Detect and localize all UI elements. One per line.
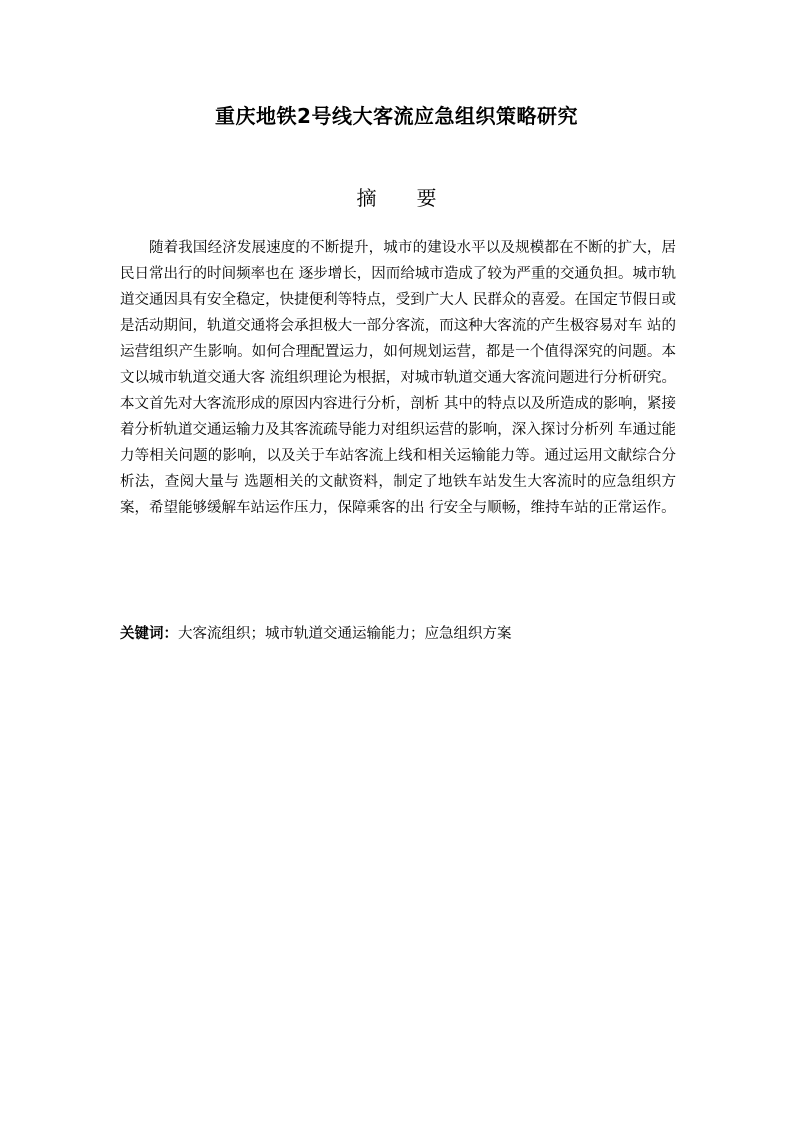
keywords-value: 大客流组织；城市轨道交通运输能力；应急组织方案 [178,626,512,642]
abstract-paragraph: 随着我国经济发展速度的不断提升，城市的建设水平以及规模都在不断的扩大，居民日常出行的时间频率也在 逐步增长，因而给城市造成了较为严重的交通负担。城市轨道交通因具有安全稳定，快捷便利等特点，受到广大人 民群众的喜爱。在国定节假日或是活动期间，轨道交通将会承担极大一部分客流，而这种大客流的产生极容易对车 站的运营组织产生影响。如何合理配置运力，如何规划运营，都是一个值得深究的问题。本文以城市轨道交通大客 流组织理论为根据，对城市轨道交通大客流问题进行分析研究。本文首先对大客流形成的原因内容进行分析，剖析 其中的特点以及所造成的影响，紧接着分析轨道交通运输力及其客流疏导能力对组织运营的影响，深入探讨分析列 车通过能力等相关问题的影响，以及关于车站客流上线和相关运输能力等。通过运用文献综合分析法，查阅大量与 选题相关的文献资料，制定了地铁车站发生大客流时的应急组织方案，希望能够缓解车站运作压力，保障乘客的出 行安全与顺畅，维持车站的正常运作。 [120,240,676,516]
abstract-heading-char-2: 要 [416,186,437,210]
abstract-heading-char-1: 摘 [356,186,377,210]
document-title: 重庆地铁2号线大客流应急组织策略研究 [215,104,578,128]
abstract-heading [0,184,793,212]
keywords-label: 关键词： [120,626,178,642]
keywords-line [120,621,676,647]
